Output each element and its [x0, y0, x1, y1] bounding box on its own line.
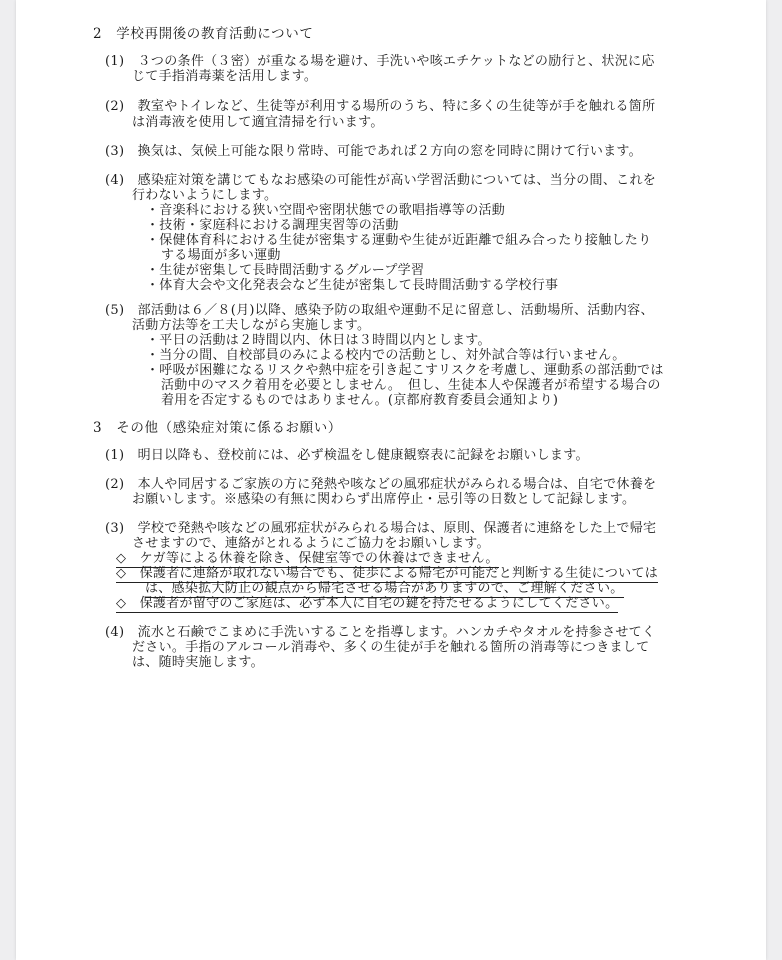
s2-item4-line2: 行わないようにします。 [132, 188, 278, 203]
s2-item5-line2: 活動方法等を工夫しながら実施します。 [132, 318, 371, 333]
s3-item4-line2: ださい。手指のアルコール消毒や、多くの生徒が手を触れる箇所の消毒等につきまして [132, 640, 650, 655]
s2-item5-bullet3-cont2: 着用を否定するものではありません。(京都府教育委員会通知より) [161, 393, 559, 408]
s3-item4-line3: は、随時実施します。 [132, 655, 264, 670]
s2-item5-bullet1: ・平日の活動は２時間以内、休日は３時間以内とします。 [146, 333, 491, 348]
s2-item4-bullet4: ・生徒が密集して長時間活動するグループ学習 [146, 263, 425, 278]
s3-item3-note3: ◇ 保護者が留守のご家庭は、必ず本人に自宅の鍵を持たせるようにしてください。 [116, 596, 619, 611]
s2-item5-line1: (5) 部活動は６／８(月)以降、感染予防の取組や運動不足に留意し、活動場所、活動内容、 [105, 303, 654, 318]
s3-item4-line1: (4) 流水と石鹸でこまめに手洗いすることを指導します。ハンカチやタオルを持参させてく [105, 625, 656, 640]
s2-item5-bullet3-cont1: 活動中のマスク着用を必要としません。 但し、生徒本人や保護者が希望する場合の [161, 378, 661, 393]
s2-item4-bullet2: ・技術・家庭科における調理実習等の活動 [146, 218, 399, 233]
s2-item4-bullet3-cont: する場面が多い運動 [161, 248, 281, 263]
s2-item4-line1: (4) 感染症対策を講じてもなお感染の可能性が高い学習活動については、当分の間、これを [105, 173, 657, 188]
s2-item4-bullet5: ・体育大会や文化発表会など生徒が密集して長時間活動する学校行事 [146, 278, 559, 293]
s3-item2-line2: お願いします。※感染の有無に関わらず出席停止・忌引等の日数として記録します。 [132, 492, 636, 507]
s2-item5-bullet2: ・当分の間、自校部員のみによる校内での活動とし、対外試合等は行いません。 [146, 348, 626, 363]
s3-item3-note2: ◇ 保護者に連絡が取れない場合でも、徒歩による帰宅が可能だと判断する生徒については [116, 566, 659, 581]
s2-item4-bullet3: ・保健体育科における生徒が密集する運動や生徒が近距離で組み合ったり接触したり [146, 233, 652, 248]
s2-item5-bullet3: ・呼吸が困難になるリスクや熱中症を引き起こすリスクを考慮し、運動系の部活動では [146, 363, 664, 378]
s3-item3-line1: (3) 学校で発熱や咳などの風邪症状がみられる場合は、原則、保護者に連絡をした上で帰宅 [105, 521, 657, 536]
s2-item1-line2: じて手指消毒薬を活用します。 [132, 69, 318, 84]
s3-item3-note2-cont: は、感染拡大防止の観点から帰宅させる場合がありますので、ご理解ください。 [145, 581, 624, 596]
section-3-heading: 3 その他（感染症対策に係るお願い） [93, 420, 342, 436]
s3-item3-note1: ◇ ケガ等による休養を除き、保健室等での休養はできません。 [116, 551, 499, 566]
s3-item2-line1: (2) 本人や同居するご家族の方に発熱や咳などの風邪症状がみられる場合は、自宅で休養を [105, 477, 657, 492]
s2-item2-line1: (2) 教室やトイレなど、生徒等が利用する場所のうち、特に多くの生徒等が手を触れる箇所 [105, 99, 656, 114]
s2-item2-line2: は消毒液を使用して適宜清掃を行います。 [132, 115, 384, 130]
section-2-heading: 2 学校再開後の教育活動について [93, 26, 314, 42]
s2-item1-line1: (1) ３つの条件（３密）が重なる場を避け、手洗いや咳エチケットなどの励行と、状況に応 [105, 54, 655, 69]
s2-item3-line1: (3) 換気は、気候上可能な限り常時、可能であれば２方向の窓を同時に開けて行います。 [105, 144, 642, 159]
s2-item4-bullet1: ・音楽科における狭い空間や密閉状態での歌唱指導等の活動 [146, 203, 506, 218]
document-page [16, 0, 766, 960]
s3-item1-line1: (1) 明日以降も、登校前には、必ず検温をし健康観察表に記録をお願いします。 [105, 448, 589, 463]
s3-item3-line2: させますので、連絡がとれるようにご協力をお願いします。 [132, 536, 490, 551]
